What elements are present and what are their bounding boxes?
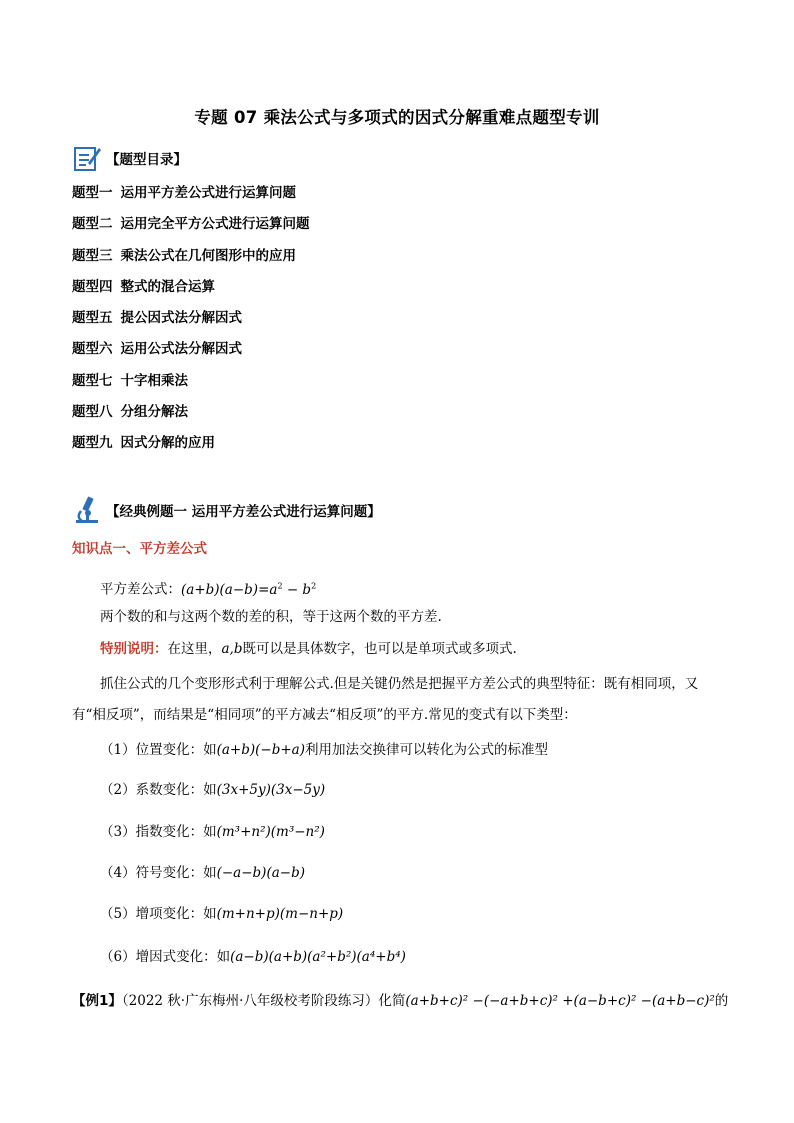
variant-expression: (m³+n²)(m³−n²) — [216, 824, 325, 840]
variant-expression: (−a−b)(a−b) — [216, 865, 305, 881]
toc-item[interactable] — [72, 307, 310, 338]
toc-item-text: 运用平方差公式进行运算问题 — [120, 185, 296, 201]
toc-item[interactable] — [72, 401, 310, 432]
example-tag: 【例1】 — [72, 993, 122, 1009]
example-1 — [72, 990, 728, 1012]
example-section-header — [72, 494, 381, 526]
variant-item — [100, 903, 343, 925]
variant-expression: (a+b)(−b+a) — [216, 742, 305, 758]
toc-item-num: 题型六 — [72, 341, 113, 358]
variant-label: （6）增因式变化：如 — [100, 949, 231, 965]
example-source: （2022 秋·广东梅州·八年级校考阶段练习）化简 — [121, 993, 406, 1009]
toc-item-num: 题型七 — [72, 372, 113, 389]
paragraph-line: 抓住公式的几个变形形式利于理解公式.但是关键仍然是把握平方差公式的典型特征：既有相同项，又 — [100, 676, 699, 692]
toc-item-num: 题型八 — [72, 404, 113, 421]
toc-item[interactable] — [72, 245, 310, 276]
toc-item-num: 题型四 — [72, 278, 113, 295]
variant-note: 利用加法交换律可以转化为公式的标准型 — [304, 742, 548, 758]
formula-exponent: 2 — [311, 581, 317, 590]
toc-item-text: 十字相乘法 — [120, 372, 188, 389]
notepad-pencil-icon — [72, 143, 102, 173]
special-note — [100, 638, 517, 660]
variant-item — [100, 821, 325, 843]
variant-expression: (m+n+p)(m−n+p) — [216, 906, 344, 922]
variant-label: （4）符号变化：如 — [100, 865, 217, 881]
special-note-text: 既可以是具体数字，也可以是单项式或多项式. — [242, 641, 517, 657]
toc-item[interactable] — [72, 432, 310, 463]
toc-item-num: 题型二 — [72, 216, 113, 233]
knowledge-point-title: 知识点一、平方差公式 — [72, 541, 207, 557]
toc-item-num: 题型五 — [72, 310, 113, 327]
toc-item-num: 题型一 — [72, 185, 113, 201]
special-note-vars: a,b — [221, 641, 243, 657]
variant-item — [100, 862, 305, 884]
formula-expression — [181, 582, 316, 598]
formula-label: 平方差公式： — [100, 581, 181, 598]
toc-item-text: 运用完全平方公式进行运算问题 — [120, 216, 310, 233]
example-section-label: 【经典例题一 运用平方差公式进行运算问题】 — [106, 504, 381, 520]
toc-item-text: 提公因式法分解因式 — [120, 310, 242, 327]
example-expression: (a+b+c)² −(−a+b+c)² +(a−b+c)² −(a+b−c)² — [405, 993, 715, 1009]
toc-item[interactable] — [72, 213, 310, 244]
toc-item[interactable] — [72, 338, 310, 369]
special-note-label: 特别说明： — [100, 641, 168, 657]
variant-label: （5）增项变化：如 — [100, 906, 217, 922]
toc-item[interactable] — [72, 276, 310, 307]
formula-mid: − b — [282, 581, 312, 598]
page-title: 专题 07 乘法公式与多项式的因式分解重难点题型专训 — [194, 108, 600, 127]
microscope-icon — [72, 495, 102, 525]
toc-item-text: 整式的混合运算 — [120, 278, 215, 295]
toc-item-text: 因式分解的应用 — [120, 435, 215, 452]
toc-item-num: 题型九 — [72, 435, 113, 452]
formula-lhs: (a+b)(a−b)=a — [181, 581, 278, 598]
variant-item — [100, 946, 406, 968]
toc-item-text: 分组分解法 — [120, 404, 188, 421]
toc-header-label: 【题型目录】 — [106, 152, 187, 168]
formula-exponent: 2 — [277, 581, 283, 590]
toc-item[interactable] — [72, 370, 310, 401]
variant-label: （2）系数变化：如 — [100, 782, 217, 798]
example-tail: 的 — [714, 993, 729, 1009]
formula-line — [100, 575, 316, 601]
toc-item-text: 运用公式法分解因式 — [120, 341, 242, 358]
variant-label: （3）指数变化：如 — [100, 824, 217, 840]
special-note-text: 在这里， — [167, 641, 222, 657]
variant-item — [100, 739, 548, 761]
variant-item — [100, 779, 325, 801]
paragraph-line: 有“相反项”，而结果是“相同项”的平方减去“相反项”的平方.常见的变式有以下类型： — [72, 707, 577, 723]
toc-item-num: 题型三 — [72, 247, 113, 264]
variant-expression: (a−b)(a+b)(a²+b²)(a⁴+b⁴) — [230, 949, 406, 965]
toc-item[interactable] — [72, 182, 310, 213]
toc-header — [72, 142, 187, 174]
variant-label: （1）位置变化：如 — [100, 742, 217, 758]
variant-expression: (3x+5y)(3x−5y) — [216, 782, 326, 798]
toc-list — [72, 182, 310, 464]
toc-item-text: 乘法公式在几何图形中的应用 — [120, 247, 296, 264]
formula-meaning: 两个数的和与这两个数的差的积，等于这两个数的平方差. — [100, 609, 442, 625]
